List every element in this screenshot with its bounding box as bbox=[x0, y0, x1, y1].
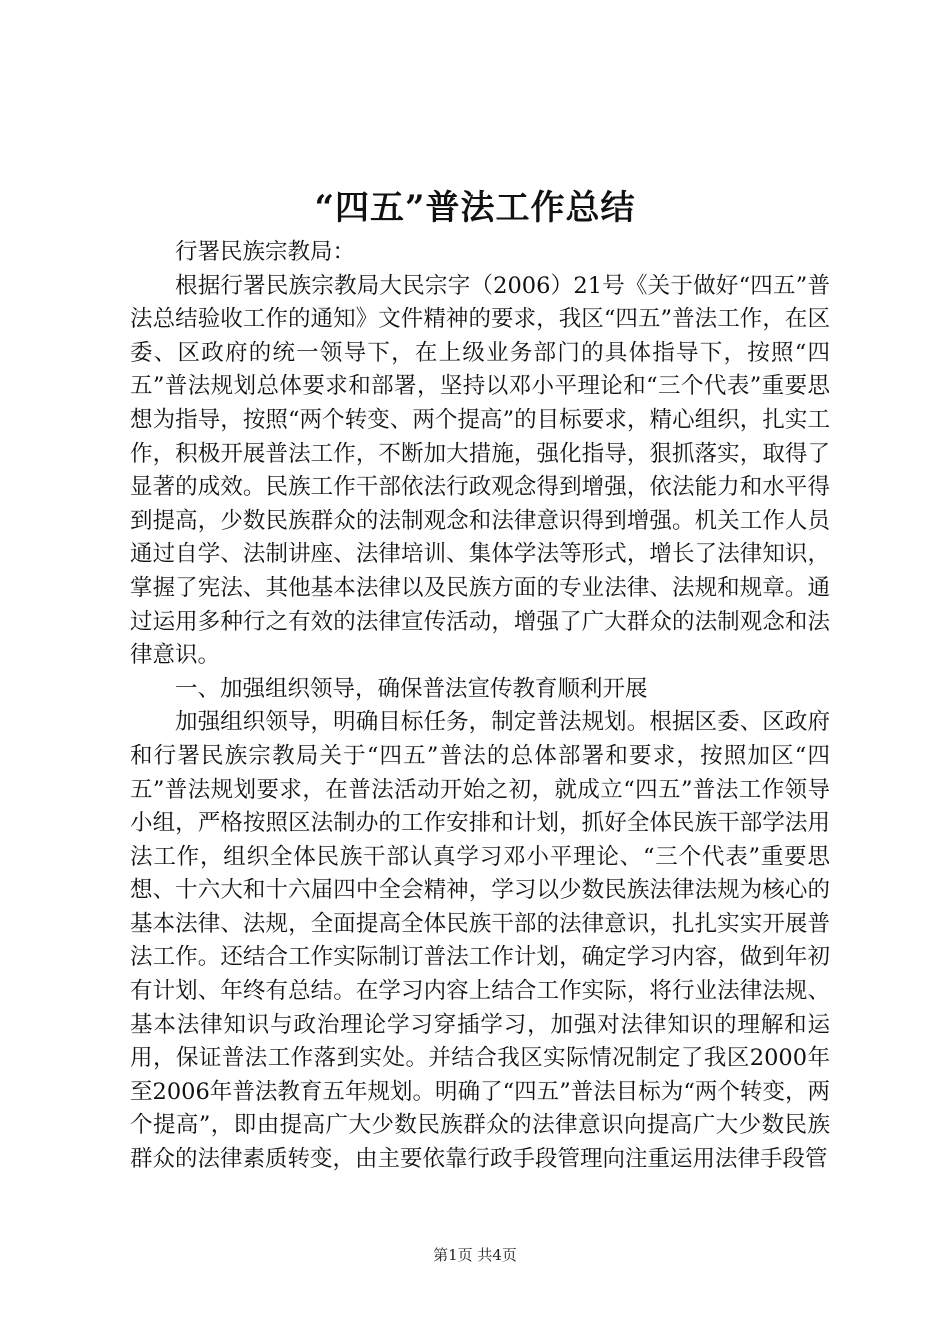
paragraph-intro: 根据行署民族宗教局大民宗字（2006）21号《关于做好“四五”普法总结验收工作的通知》文件精神的要求，我区“四五”普法工作，在区委、区政府的统一领导下，在上级业务部门的具体指导下，按照“四五”普法规划总体要求和部署，坚持以邓小平理论和“三个代表”重要思想为指导，按照“两个转变、两个提高”的目标要求，精心组织，扎实工作，积极开展普法工作，不断加大措施，强化指导，狠抓落实，取得了显著的成效。民族工作干部依法行政观念得到增强，依法能力和水平得到提高，少数民族群众的法制观念和法律意识得到增强。机关工作人员通过自学、法制讲座、法律培训、集体学法等形式，增长了法律知识，掌握了宪法、其他基本法律以及民族方面的专业法律、法规和规章。通过运用多种行之有效的法律宣传活动，增强了广大群众的法制观念和法律意识。 bbox=[130, 272, 830, 669]
document-title: “四五”普法工作总结 bbox=[314, 188, 636, 228]
document-body bbox=[130, 236, 830, 1177]
page-footer: 第1页 共4页 bbox=[433, 1246, 517, 1264]
section-heading-1: 一、加强组织领导，确保普法宣传教育顺利开展 bbox=[175, 675, 648, 702]
paragraph-section-1: 加强组织领导，明确目标任务，制定普法规划。根据区委、区政府和行署民族宗教局关于“四五”普法的总体部署和要求，按照加区“四五”普法规划要求，在普法活动开始之初，就成立“四五”普法工作领导小组，严格按照区法制办的工作安排和计划，抓好全体民族干部学法用法工作，组织全体民族干部认真学习邓小平理论、“三个代表”重要思想、十六大和十六届四中全会精神，学习以少数民族法律法规为核心的基本法律、法规，全面提高全体民族干部的法律意识，扎扎实实开展普法工作。还结合工作实际制订普法工作计划，确定学习内容，做到年初有计划、年终有总结。在学习内容上结合工作实际，将行业法律法规、基本法律知识与政治理论学习穿插学习，加强对法律知识的理解和运用，保证普法工作落到实处。并结合我区实际情况制定了我区2000年至2006年普法教育五年规划。明确了“四五”普法目标为“两个转变，两个提高”，即由提高广大少数民族群众的法律意识向提高广大少数民族群众的法律素质转变，由主要依靠行政手段管理向注重运用法律手段管 bbox=[130, 709, 830, 1173]
salutation: 行署民族宗教局： bbox=[175, 239, 356, 265]
